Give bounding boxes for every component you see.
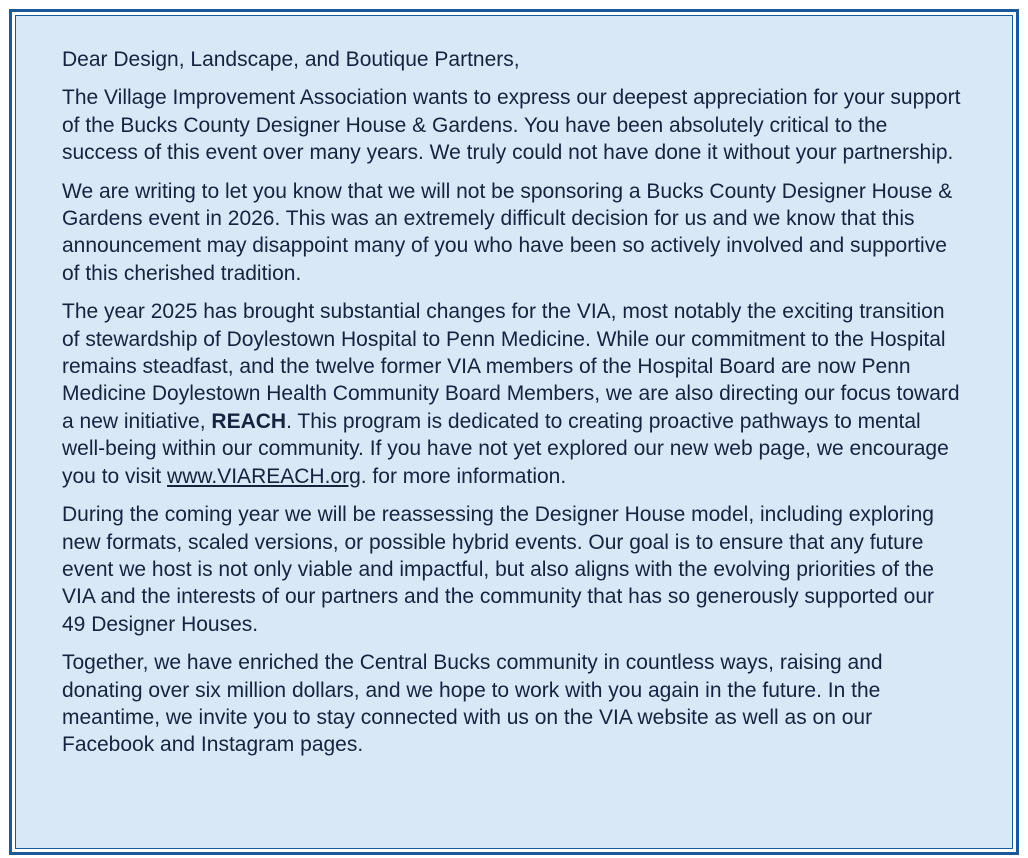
reach-text-middle: . This program is dedicated to creating proactive pathways to mental well-being within our community. If you have not yet explored our new web page, we encourage you to visit (62, 409, 949, 488)
reach-emphasis: REACH (211, 409, 287, 433)
paragraph-announcement: We are writing to let you know that we will not be sponsoring a Bucks County Designer House & Gardens event in 2026. This was an extremely difficult decision for us and we know that this announcement may disappoint many of you who have been so actively involved and supportive of this cherished tradition. (62, 179, 953, 285)
letter-body (62, 46, 962, 770)
letter-outer-border (9, 9, 1019, 855)
paragraph-closing: Together, we have enriched the Central Bucks community in countless ways, raising and donating over six million dollars, and we hope to work with you again in the future. In the meantime, we invite you to stay connected with us on the VIA website as well as on our Facebook and Instagram pages. (62, 651, 883, 757)
paragraph-reassessing: During the coming year we will be reassessing the Designer House model, including exploring new formats, scaled versions, or possible hybrid events. Our goal is to ensure that any future event we host is not only viable and impactful, but also aligns with the evolving priorities of the VIA and the interests of our partners and the community that has so generously supported our 49 Designer Houses. (62, 503, 935, 636)
viareach-link[interactable]: www.VIAREACH.org (167, 464, 361, 488)
reach-text-before: The year 2025 has brought substantial changes for the VIA, most notably the exciting transition of stewardship of Doylestown Hospital to Penn Medicine. While our commitment to the Hospital remains steadfast, and the twelve former VIA members of the Hospital Board are now Penn Medicine Doylestown Health Community Board Members, we are also directing our focus toward a new initiative, (62, 300, 960, 433)
letter-greeting: Dear Design, Landscape, and Boutique Partners, (62, 48, 520, 71)
paragraph-appreciation: The Village Improvement Association wants to express our deepest appreciation for your support of the Bucks County Designer House & Gardens. You have been absolutely critical to the success of this event over many years. We truly could not have done it without your partnership. (62, 86, 961, 165)
letter-panel (15, 15, 1013, 849)
reach-text-after: . for more information. (360, 464, 567, 488)
paragraph-reach-initiative (62, 298, 962, 490)
